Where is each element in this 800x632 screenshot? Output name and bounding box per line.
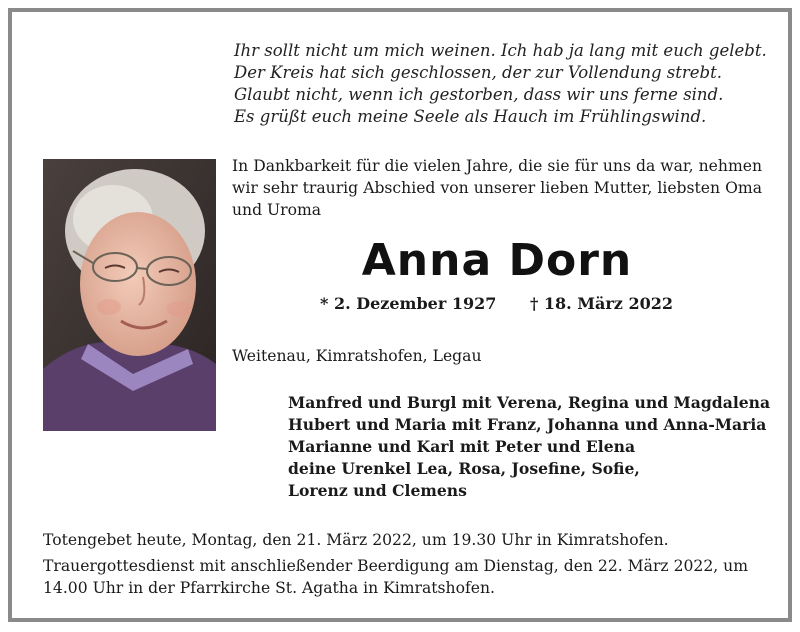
deceased-name: Anna Dorn [361, 235, 633, 286]
verse-line: Der Kreis hat sich geschlossen, der zur Vollendung strebt. [234, 63, 722, 82]
mourner-line: Marianne und Karl mit Peter und Elena [288, 437, 636, 456]
mourner-line: Hubert und Maria mit Franz, Johanna und Anna-Maria [288, 415, 767, 434]
mourners-list [288, 392, 778, 502]
death-date: † 18. März 2022 [529, 294, 673, 313]
mourner-line: Lorenz und Clemens [288, 481, 467, 500]
verse-line: Ihr sollt nicht um mich weinen. Ich hab ja lang mit euch gelebt. [234, 41, 767, 60]
places-line: Weitenau, Kimratshofen, Legau [232, 347, 482, 365]
mourner-line: deine Urenkel Lea, Rosa, Josefine, Sofie, [288, 459, 640, 478]
mourner-line: Manfred und Burgl mit Verena, Regina und Magdalena [288, 393, 771, 412]
prayer-notice: Totengebet heute, Montag, den 21. März 2022, um 19.30 Uhr in Kimratshofen. [43, 531, 669, 549]
intro-text: In Dankbarkeit für die vielen Jahre, die sie für uns da war, nehmen wir sehr traurig Abschied von unserer lieben Mutter, liebsten Oma und Uroma [232, 157, 762, 219]
memorial-verse [234, 40, 774, 128]
funeral-notice: Trauergottesdienst mit anschließender Beerdigung am Dienstag, den 22. März 2022, um 14.00 Uhr in der Pfarrkirche St. Agatha in Kimratshofen. [43, 557, 749, 597]
life-dates [320, 293, 700, 315]
verse-line: Glaubt nicht, wenn ich gestorben, dass wir uns ferne sind. [234, 85, 724, 104]
service-info [43, 529, 783, 599]
portrait-photo [43, 159, 216, 431]
birth-date: * 2. Dezember 1927 [320, 294, 497, 313]
portrait-illustration [43, 159, 216, 431]
obituary-frame [8, 8, 792, 622]
verse-line: Es grüßt euch meine Seele als Hauch im Frühlingswind. [234, 107, 707, 126]
